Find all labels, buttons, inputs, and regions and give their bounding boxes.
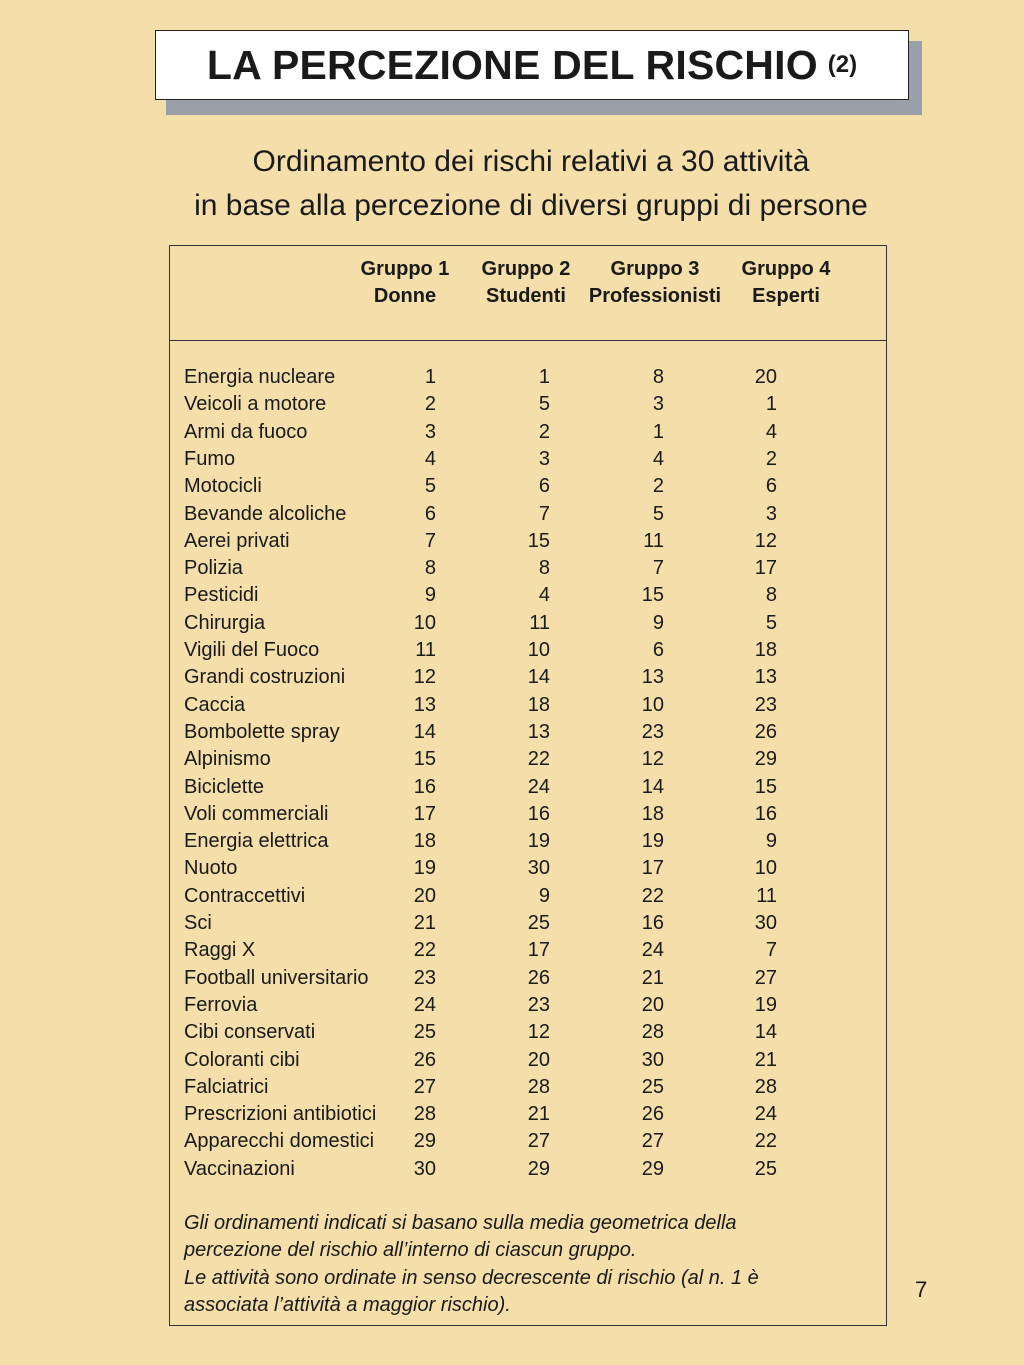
table-row [184, 883, 884, 910]
table-row [184, 1047, 884, 1074]
rank-group-4: 6 [765, 475, 777, 498]
table-row [184, 774, 884, 801]
rank-group-3: 28 [641, 1021, 664, 1044]
rank-group-4: 10 [754, 857, 777, 880]
rank-group-1: 6 [424, 502, 436, 525]
rank-group-1: 25 [413, 1021, 436, 1044]
table-row [184, 555, 884, 582]
rank-group-4: 5 [765, 611, 777, 634]
page-title: LA PERCEZIONE DEL RISCHIO [206, 41, 818, 88]
rank-group-4: 20 [754, 366, 777, 388]
rank-group-3: 10 [641, 693, 664, 716]
rank-group-3: 24 [641, 939, 664, 962]
rank-group-2: 4 [538, 584, 550, 607]
rank-group-1: 20 [413, 884, 436, 907]
rank-group-1: 30 [413, 1157, 436, 1180]
column-group-2: Gruppo 2 [481, 258, 571, 280]
rank-group-1: 24 [413, 993, 436, 1016]
table-row [184, 746, 884, 773]
activity-name: Coloranti cibi [184, 1048, 300, 1071]
rank-group-4: 9 [765, 830, 777, 853]
rank-group-4: 28 [754, 1075, 777, 1098]
rank-group-3: 9 [652, 611, 664, 634]
table-row [184, 637, 884, 664]
table-row [184, 528, 884, 555]
activity-name: Veicoli a motore [184, 393, 327, 416]
rank-group-4: 27 [754, 966, 777, 989]
rank-group-3: 21 [641, 966, 664, 989]
table-note [184, 1210, 874, 1319]
rank-group-2: 14 [527, 666, 550, 689]
activity-name: Aerei privati [184, 529, 290, 552]
rank-group-1: 22 [413, 939, 436, 962]
rank-group-4: 8 [765, 584, 777, 607]
rank-group-2: 22 [527, 748, 550, 771]
rank-group-4: 1 [765, 393, 777, 416]
rank-group-1: 14 [413, 720, 436, 743]
rank-group-3: 3 [652, 393, 664, 416]
rank-group-3: 29 [641, 1157, 664, 1180]
table-row [184, 364, 884, 391]
activity-name: Armi da fuoco [184, 420, 308, 443]
activity-name: Energia nucleare [184, 366, 336, 388]
note-line-4: associata l’attività a maggior rischio). [184, 1293, 511, 1316]
rank-group-2: 30 [527, 857, 550, 880]
rank-group-3: 4 [652, 447, 664, 470]
rank-group-2: 7 [538, 502, 550, 525]
rank-group-1: 8 [424, 557, 436, 580]
rank-group-4: 11 [756, 884, 777, 907]
rank-group-1: 16 [413, 775, 436, 798]
rank-group-2: 6 [538, 475, 550, 498]
rank-group-2: 3 [538, 447, 550, 470]
rank-group-1: 15 [413, 748, 436, 771]
activity-name: Vigili del Fuoco [184, 639, 320, 661]
column-header-4 [732, 256, 840, 310]
rank-group-2: 10 [527, 639, 550, 661]
rank-group-1: 13 [413, 693, 436, 716]
column-label-1: Donne [373, 285, 437, 307]
rank-group-1: 19 [413, 857, 436, 880]
rank-group-2: 15 [527, 529, 550, 552]
rank-group-4: 26 [754, 720, 777, 743]
note-line-1: Gli ordinamenti indicati si basano sulla media geometrica della [184, 1212, 737, 1234]
table-row [184, 719, 884, 746]
column-header-2 [474, 256, 578, 310]
rank-group-1: 23 [413, 966, 436, 989]
rank-group-1: 10 [413, 611, 436, 634]
rank-group-1: 4 [424, 447, 436, 470]
rank-group-4: 23 [754, 693, 777, 716]
rank-group-2: 28 [527, 1075, 550, 1098]
activity-name: Ferrovia [184, 993, 258, 1016]
rank-group-4: 29 [754, 748, 777, 771]
rank-group-1: 29 [413, 1130, 436, 1153]
table-row [184, 937, 884, 964]
table-row [184, 1156, 884, 1183]
note-line-3: Le attività sono ordinate in senso decrescente di rischio (al n. 1 è [184, 1266, 759, 1289]
activity-name: Falciatrici [184, 1075, 269, 1098]
page-title-number: (2) [827, 51, 858, 78]
rank-group-1: 9 [424, 584, 436, 607]
column-label-2: Studenti [486, 285, 566, 307]
rank-group-1: 3 [424, 420, 436, 443]
rank-group-4: 17 [754, 557, 777, 580]
header-divider [170, 340, 886, 341]
rank-group-4: 2 [765, 447, 777, 470]
rank-group-2: 24 [527, 775, 550, 798]
rank-group-1: 1 [424, 366, 436, 388]
column-label-4: Esperti [752, 285, 820, 307]
activity-name: Contraccettivi [184, 884, 306, 907]
subtitle [0, 140, 1024, 228]
rank-group-2: 17 [527, 939, 550, 962]
table-row [184, 419, 884, 446]
activity-name: Motocicli [184, 475, 262, 498]
column-group-4: Gruppo 4 [741, 258, 831, 280]
activity-name: Football universitario [184, 966, 369, 989]
rank-group-3: 7 [652, 557, 664, 580]
rank-group-4: 3 [765, 502, 777, 525]
rank-group-3: 8 [652, 366, 664, 388]
rank-group-3: 25 [641, 1075, 664, 1098]
table-row [184, 965, 884, 992]
rank-group-3: 16 [641, 912, 664, 934]
activity-name: Prescrizioni antibiotici [184, 1103, 377, 1126]
rank-group-2: 23 [527, 993, 550, 1016]
rank-group-3: 18 [641, 802, 664, 825]
table-row [184, 855, 884, 882]
rank-group-4: 21 [754, 1048, 777, 1071]
rank-group-3: 1 [652, 420, 664, 443]
table-row [184, 582, 884, 609]
rank-group-3: 26 [641, 1103, 664, 1126]
rank-group-4: 12 [754, 529, 777, 552]
column-header-3 [582, 256, 728, 310]
table-row [184, 801, 884, 828]
rank-group-1: 5 [424, 475, 436, 498]
rank-group-2: 29 [527, 1157, 550, 1180]
rank-group-3: 13 [641, 666, 664, 689]
table-row [184, 1019, 884, 1046]
rank-group-1: 17 [413, 802, 436, 825]
rank-group-2: 5 [538, 393, 550, 416]
rank-group-2: 1 [538, 366, 550, 388]
rank-group-3: 5 [652, 502, 664, 525]
rank-group-3: 14 [641, 775, 664, 798]
rank-group-4: 16 [754, 802, 777, 825]
rank-group-1: 11 [415, 639, 436, 661]
rank-group-2: 19 [527, 830, 550, 853]
activity-name: Energia elettrica [184, 830, 329, 853]
rank-group-3: 15 [641, 584, 664, 607]
table-row [184, 501, 884, 528]
rank-group-3: 22 [641, 884, 664, 907]
rank-group-3: 19 [641, 830, 664, 853]
subtitle-line-2: in base alla percezione di diversi gruppi di persone [194, 189, 868, 222]
rank-group-4: 14 [754, 1021, 777, 1044]
rank-group-3: 6 [652, 639, 664, 661]
rank-group-4: 7 [765, 939, 777, 962]
table-row [184, 664, 884, 691]
activity-name: Fumo [184, 447, 236, 470]
rank-group-2: 20 [527, 1048, 550, 1071]
rank-group-2: 21 [527, 1103, 550, 1126]
rank-group-4: 30 [754, 912, 777, 934]
table-row [184, 391, 884, 418]
rank-group-2: 2 [538, 420, 550, 443]
rank-group-2: 8 [538, 557, 550, 580]
rank-group-3: 2 [652, 475, 664, 498]
rank-group-3: 11 [643, 529, 664, 552]
table-row [184, 910, 884, 937]
rank-group-3: 27 [641, 1130, 664, 1153]
table-row [184, 610, 884, 637]
subtitle-line-1: Ordinamento dei rischi relativi a 30 attività [252, 145, 810, 178]
column-group-1: Gruppo 1 [360, 258, 450, 280]
activity-name: Bevande alcoliche [184, 502, 347, 525]
table-row [184, 828, 884, 855]
ranking-table [169, 245, 887, 1326]
rank-group-2: 16 [527, 802, 550, 825]
table-row [184, 1128, 884, 1155]
rank-group-4: 22 [754, 1130, 777, 1153]
rank-group-1: 21 [413, 912, 436, 934]
table-row [184, 1074, 884, 1101]
activity-name: Polizia [184, 557, 243, 580]
activity-name: Alpinismo [184, 748, 271, 771]
activity-name: Bombolette spray [184, 720, 340, 743]
rank-group-4: 13 [754, 666, 777, 689]
rank-group-1: 26 [413, 1048, 436, 1071]
rank-group-2: 12 [527, 1021, 550, 1044]
rank-group-3: 23 [641, 720, 664, 743]
rank-group-1: 2 [424, 393, 436, 416]
rank-group-2: 9 [538, 884, 550, 907]
rank-group-2: 26 [527, 966, 550, 989]
rank-group-3: 17 [641, 857, 664, 880]
rank-group-3: 30 [641, 1048, 664, 1071]
column-label-3: Professionisti [588, 285, 722, 307]
activity-name: Voli commerciali [184, 802, 329, 825]
note-line-2: percezione del rischio all’interno di ciascun gruppo. [184, 1239, 637, 1262]
rank-group-3: 20 [641, 993, 664, 1016]
rank-group-2: 13 [527, 720, 550, 743]
title-box [155, 30, 909, 100]
table-row [184, 992, 884, 1019]
activity-name: Raggi X [184, 939, 256, 962]
activity-name: Sci [184, 912, 212, 934]
rank-group-4: 25 [754, 1157, 777, 1180]
activity-name: Biciclette [184, 775, 265, 798]
table-row [184, 692, 884, 719]
rank-group-2: 27 [527, 1130, 550, 1153]
activity-name: Pesticidi [184, 584, 259, 607]
activity-name: Chirurgia [184, 611, 266, 634]
column-group-3: Gruppo 3 [610, 258, 700, 280]
rank-group-4: 15 [754, 775, 777, 798]
activity-name: Grandi costruzioni [184, 666, 346, 689]
rank-group-4: 24 [754, 1103, 777, 1126]
rank-group-4: 18 [754, 639, 777, 661]
rank-group-3: 12 [641, 748, 664, 771]
page-number: 7 [915, 1277, 928, 1302]
rank-group-4: 19 [754, 993, 777, 1016]
column-header-1 [351, 256, 459, 310]
activity-name: Cibi conservati [184, 1021, 316, 1044]
rank-group-1: 18 [413, 830, 436, 853]
table-row [184, 1101, 884, 1128]
rank-group-1: 7 [424, 529, 436, 552]
table-row [184, 446, 884, 473]
rank-group-1: 27 [413, 1075, 436, 1098]
activity-name: Apparecchi domestici [184, 1130, 375, 1153]
rank-group-2: 18 [527, 693, 550, 716]
rank-group-4: 4 [765, 420, 777, 443]
activity-name: Vaccinazioni [184, 1157, 295, 1180]
rank-group-1: 28 [413, 1103, 436, 1126]
activity-name: Nuoto [184, 857, 238, 880]
table-row [184, 473, 884, 500]
rank-group-2: 25 [527, 912, 550, 934]
activity-name: Caccia [184, 693, 246, 716]
rank-group-2: 11 [529, 611, 550, 634]
rank-group-1: 12 [413, 666, 436, 689]
